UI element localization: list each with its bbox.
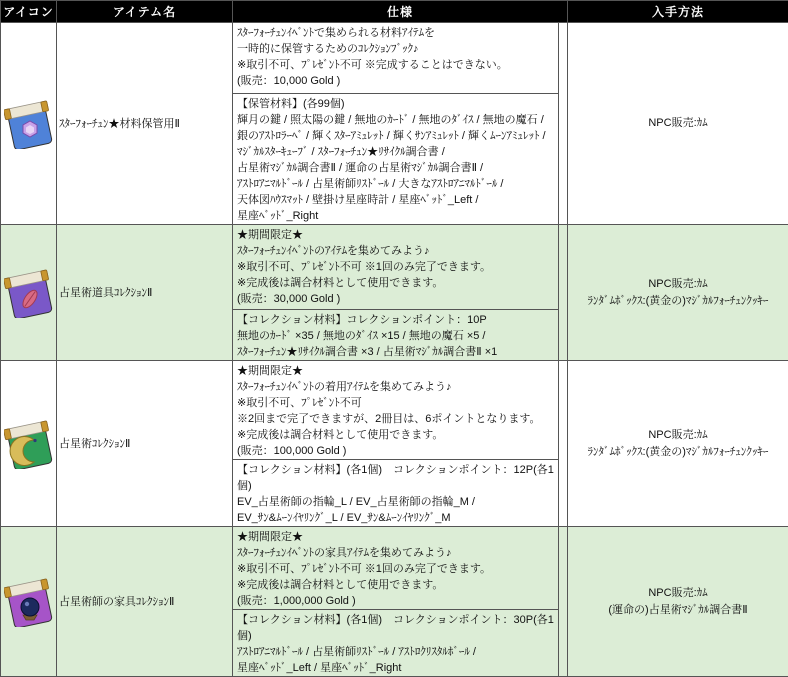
spec-cell: [233, 527, 568, 677]
spec-materials: 【コレクション材料】(各1個) コレクションポイント：12P(各1個) EV_占星術師の指輪_L / EV_占星術師の指輪_M / EV_ｻﾝ&ﾑｰﾝｲﾔﾘﾝｸﾞ_L / EV_ｻﾝ&ﾑｰﾝｲﾔﾘﾝｸﾞ_M: [233, 459, 558, 526]
column-header-icon: アイコン: [1, 1, 57, 23]
obtain-method: NPC販売:ｶﾑ ﾗﾝﾀﾞﾑﾎﾞｯｸｽ:(黄金の)ﾏｼﾞｶﾙﾌｫｰﾁｭﾝｸｯｷｰ: [568, 225, 788, 361]
purple-book-feather-icon: [4, 268, 54, 318]
header-row: [1, 1, 788, 23]
icon-cell: [1, 361, 57, 527]
table-row: [1, 361, 788, 527]
table-row: [1, 23, 788, 225]
spec-materials: 【コレクション材料】コレクションポイント：10P 無地のｶｰﾄﾞ ×35 / 無地のﾀﾞｲｽ ×15 / 無地の魔石 ×5 / ｽﾀｰﾌｫｰﾁｭﾝ★ﾘｻｲｸﾙ調合書 ×3 / 占星術ﾏｼﾞｶﾙ調合書Ⅱ ×1: [233, 309, 558, 360]
spec-cell: [233, 361, 568, 527]
spec-cell: [233, 23, 568, 225]
spec-box: [233, 527, 559, 676]
item-name: ｽﾀｰﾌｫｰﾁｭﾝ★材料保管用Ⅱ: [57, 23, 233, 225]
column-header-item-name: アイテム名: [57, 1, 233, 23]
spec-box: [233, 225, 559, 360]
spec-materials: 【保管材料】(各99個) 輝月の鍵 / 照太陽の鍵 / 無地のｶｰﾄﾞ / 無地のﾀﾞｲｽ / 無地の魔石 / 銀のｱｽﾄﾛﾗｰﾍﾞ / 輝くｽﾀｰｱﾐｭﾚｯﾄ / 輝くｻﾝｱﾐｭﾚｯﾄ / 輝くﾑｰﾝｱﾐｭﾚｯﾄ / ﾏｼﾞｶﾙｽﾀｰｷｭｰﾌﾞ / ｽﾀｰﾌｫｰﾁｭﾝ★ﾘｻｲｸﾙ調合書 / 占星術ﾏｼﾞｶﾙ調合書Ⅱ / 運命の占星術ﾏｼﾞｶﾙ調合書Ⅱ / ｱｽﾄﾛｱﾆﾏﾙﾄﾞｰﾙ / 占星術師ﾘｽﾄﾞｰﾙ / 大きなｱｽﾄﾛｱﾆﾏﾙﾄﾞｰﾙ / 天体図ﾊｳｽﾏｯﾄ / 壁掛け星座時計 / 星座ﾍﾞｯﾄﾞ_Left / 星座ﾍﾞｯﾄﾞ_Right: [233, 93, 558, 224]
column-header-obtain: 入手方法: [568, 1, 788, 23]
spec-cell: [233, 225, 568, 361]
column-header-spec: 仕様: [233, 1, 568, 23]
spec-materials: 【コレクション材料】(各1個) コレクションポイント：30P(各1個) ｱｽﾄﾛｱﾆﾏﾙﾄﾞｰﾙ / 占星術師ﾘｽﾄﾞｰﾙ / ｱｽﾄﾛｸﾘｽﾀﾙﾎﾞｰﾙ / 星座ﾍﾞｯﾄﾞ_Left / 星座ﾍﾞｯﾄﾞ_Right: [233, 609, 558, 676]
table-row: [1, 527, 788, 677]
obtain-method: NPC販売:ｶﾑ (運命の)占星術ﾏｼﾞｶﾙ調合書Ⅱ: [568, 527, 788, 677]
item-name: 占星術ｺﾚｸｼｮﾝⅡ: [57, 361, 233, 527]
blue-book-gem-icon: [4, 99, 54, 149]
green-book-crescent-icon: [4, 419, 54, 469]
spec-description: ★期間限定★ ｽﾀｰﾌｫｰﾁｭﾝｲﾍﾞﾝﾄの着用ｱｲﾃﾑを集めてみよう♪ ※取引不可、ﾌﾟﾚｾﾞﾝﾄ不可 ※2回まで完了できますが、2冊目は、6ポイントとなります。 ※完成後は調合材料として使用できます。 (販売：100,000 Gold ): [233, 361, 558, 459]
item-name: 占星術師の家具ｺﾚｸｼｮﾝⅡ: [57, 527, 233, 677]
icon-cell: [1, 23, 57, 225]
magenta-book-crystal-ball-icon: [4, 577, 54, 627]
obtain-method: NPC販売:ｶﾑ ﾗﾝﾀﾞﾑﾎﾞｯｸｽ:(黄金の)ﾏｼﾞｶﾙﾌｫｰﾁｭﾝｸｯｷｰ: [568, 361, 788, 527]
item-name: 占星術道具ｺﾚｸｼｮﾝⅡ: [57, 225, 233, 361]
spec-box: [233, 23, 559, 224]
spec-box: [233, 361, 559, 526]
icon-cell: [1, 225, 57, 361]
gem-icon: [23, 121, 37, 137]
spec-description: ★期間限定★ ｽﾀｰﾌｫｰﾁｭﾝｲﾍﾞﾝﾄのｱｲﾃﾑを集めてみよう♪ ※取引不可、ﾌﾟﾚｾﾞﾝﾄ不可 ※1回のみ完了できます。 ※完成後は調合材料として使用できます。 (販売：30,000 Gold ): [233, 225, 558, 309]
spec-description: ★期間限定★ ｽﾀｰﾌｫｰﾁｭﾝｲﾍﾞﾝﾄの家具ｱｲﾃﾑを集めてみよう♪ ※取引不可、ﾌﾟﾚｾﾞﾝﾄ不可 ※1回のみ完了できます。 ※完成後は調合材料として使用できます。 (販売：1,000,000 Gold ): [233, 527, 558, 609]
table-row: [1, 225, 788, 361]
icon-cell: [1, 527, 57, 677]
spec-description: ｽﾀｰﾌｫｰﾁｭﾝｲﾍﾞﾝﾄで集められる材料ｱｲﾃﾑを 一時的に保管するためのｺﾚｸｼｮﾝﾌﾞｯｸ♪ ※取引不可、ﾌﾟﾚｾﾞﾝﾄ不可 ※完成することはできない。 (販売：10,000 Gold ): [233, 23, 558, 93]
crystal-ball-icon: [21, 598, 39, 620]
obtain-method: NPC販売:ｶﾑ: [568, 23, 788, 225]
